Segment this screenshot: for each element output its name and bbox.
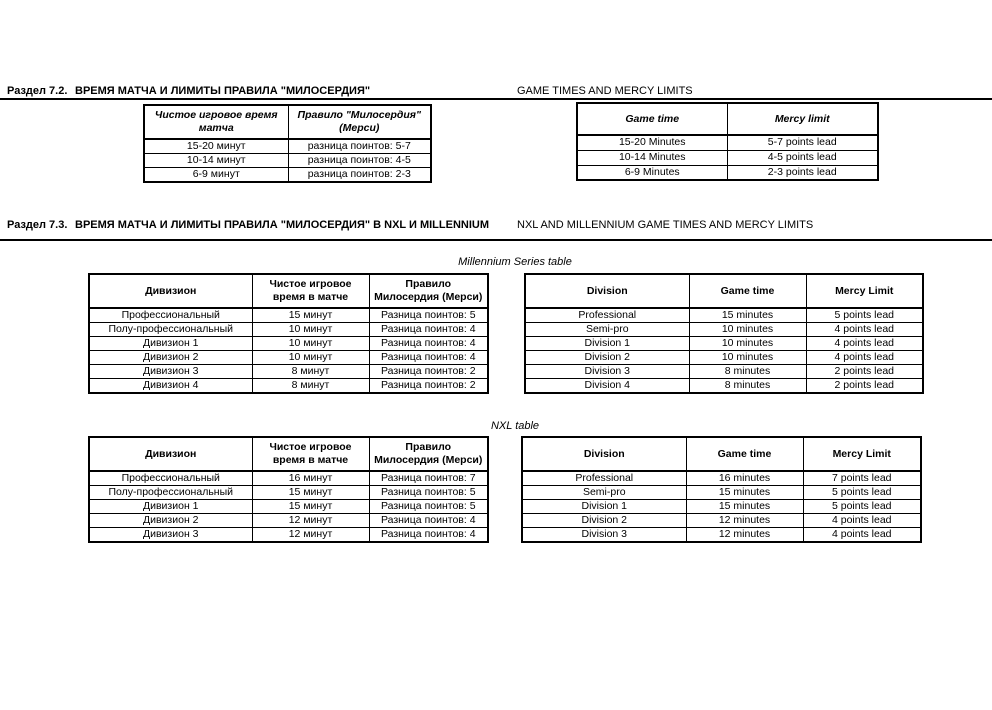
section-7-3-title bbox=[7, 219, 489, 231]
table-row bbox=[525, 323, 923, 337]
nxl-table-en bbox=[521, 436, 922, 543]
table-row bbox=[89, 500, 488, 514]
table-header-row bbox=[525, 274, 923, 308]
cell-division: Division 2 bbox=[522, 514, 686, 528]
cell-mercy: Разница поинтов: 4 bbox=[369, 351, 488, 365]
table-row bbox=[89, 471, 488, 486]
cell-time: 10 минут bbox=[252, 337, 369, 351]
cell-mercy: Разница поинтов: 4 bbox=[369, 323, 488, 337]
table-row bbox=[522, 514, 921, 528]
table-header-row bbox=[144, 105, 431, 139]
cell-time: 10-14 минут bbox=[144, 154, 288, 168]
cell-mercy: разница поинтов: 4-5 bbox=[288, 154, 431, 168]
cell-time: 15 minutes bbox=[689, 308, 806, 323]
section-7-2-title bbox=[7, 85, 370, 97]
cell-mercy: 4-5 points lead bbox=[727, 150, 878, 165]
cell-mercy: Разница поинтов: 5 bbox=[369, 486, 488, 500]
table-row bbox=[522, 486, 921, 500]
cell-time: 8 минут bbox=[252, 365, 369, 379]
table-row bbox=[89, 379, 488, 394]
header-division: Division bbox=[522, 437, 686, 471]
cell-time: 16 минут bbox=[252, 471, 369, 486]
table-row bbox=[144, 168, 431, 183]
cell-time: 10 minutes bbox=[689, 351, 806, 365]
header-mercy-limit: Mercy Limit bbox=[806, 274, 923, 308]
table-header-row bbox=[89, 274, 488, 308]
cell-time: 8 минут bbox=[252, 379, 369, 394]
millennium-caption: Millennium Series table bbox=[458, 256, 572, 268]
table-row bbox=[89, 337, 488, 351]
cell-mercy: 2-3 points lead bbox=[727, 165, 878, 180]
cell-division: Дивизион 1 bbox=[89, 337, 252, 351]
table-row bbox=[577, 150, 878, 165]
cell-time: 10 минут bbox=[252, 323, 369, 337]
cell-mercy: 5-7 points lead bbox=[727, 135, 878, 150]
table-row bbox=[89, 514, 488, 528]
table-row bbox=[89, 308, 488, 323]
mercy-table-ru bbox=[143, 104, 432, 183]
header-game-time: Game time bbox=[686, 437, 803, 471]
header-division: Division bbox=[525, 274, 689, 308]
cell-mercy: Разница поинтов: 4 bbox=[369, 337, 488, 351]
table-row bbox=[89, 365, 488, 379]
cell-mercy: 2 points lead bbox=[806, 365, 923, 379]
cell-division: Division 3 bbox=[525, 365, 689, 379]
cell-division: Дивизион 1 bbox=[89, 500, 252, 514]
nxl-table-ru bbox=[88, 436, 489, 543]
header-mercy-rule: Правило Милосердия (Мерси) bbox=[369, 437, 488, 471]
table-header-row bbox=[89, 437, 488, 471]
table-row bbox=[525, 351, 923, 365]
table-row bbox=[525, 379, 923, 394]
table-row bbox=[144, 139, 431, 154]
section-7-2-number: Раздел 7.2. bbox=[7, 85, 68, 97]
cell-division: Division 4 bbox=[525, 379, 689, 394]
cell-mercy: Разница поинтов: 5 bbox=[369, 500, 488, 514]
cell-mercy: разница поинтов: 5-7 bbox=[288, 139, 431, 154]
cell-division: Полу-профессиональный bbox=[89, 323, 252, 337]
table-row bbox=[577, 135, 878, 150]
cell-time: 10-14 Minutes bbox=[577, 150, 727, 165]
section-7-2-title-ru: ВРЕМЯ МАТЧА И ЛИМИТЫ ПРАВИЛА "МИЛОСЕРДИЯ" bbox=[75, 85, 371, 97]
cell-division: Professional bbox=[522, 471, 686, 486]
table-row bbox=[522, 500, 921, 514]
cell-time: 6-9 минут bbox=[144, 168, 288, 183]
section-7-2-divider bbox=[0, 98, 992, 100]
cell-mercy: Разница поинтов: 7 bbox=[369, 471, 488, 486]
table-row bbox=[525, 365, 923, 379]
cell-division: Дивизион 3 bbox=[89, 365, 252, 379]
header-game-time: Чистое игровое время в матче bbox=[252, 437, 369, 471]
millennium-table-en bbox=[524, 273, 924, 394]
cell-time: 12 минут bbox=[252, 514, 369, 528]
section-7-3-title-en: NXL AND MILLENNIUM GAME TIMES AND MERCY LIMITS bbox=[517, 219, 814, 231]
cell-time: 10 минут bbox=[252, 351, 369, 365]
section-7-3-title-ru: ВРЕМЯ МАТЧА И ЛИМИТЫ ПРАВИЛА "МИЛОСЕРДИЯ" В NXL И MILLENNIUM bbox=[75, 219, 490, 231]
cell-time: 12 минут bbox=[252, 528, 369, 543]
cell-mercy: 4 points lead bbox=[806, 323, 923, 337]
cell-division: Дивизион 2 bbox=[89, 514, 252, 528]
header-division: Дивизион bbox=[89, 274, 252, 308]
cell-mercy: 4 points lead bbox=[806, 337, 923, 351]
table-header-row bbox=[577, 103, 878, 135]
section-7-3-number: Раздел 7.3. bbox=[7, 219, 68, 231]
cell-mercy: Разница поинтов: 4 bbox=[369, 528, 488, 543]
section-7-3-divider bbox=[0, 239, 992, 241]
cell-division: Semi-pro bbox=[525, 323, 689, 337]
cell-division: Semi-pro bbox=[522, 486, 686, 500]
header-game-time: Чистое игровое время в матче bbox=[252, 274, 369, 308]
table-row bbox=[89, 486, 488, 500]
table-row bbox=[89, 323, 488, 337]
header-mercy-limit: Mercy limit bbox=[727, 103, 878, 135]
table-row bbox=[522, 528, 921, 543]
cell-time: 12 minutes bbox=[686, 528, 803, 543]
cell-mercy: разница поинтов: 2-3 bbox=[288, 168, 431, 183]
cell-division: Division 1 bbox=[525, 337, 689, 351]
table-row bbox=[577, 165, 878, 180]
nxl-caption: NXL table bbox=[490, 420, 540, 432]
header-mercy-limit: Mercy Limit bbox=[803, 437, 921, 471]
cell-mercy: 2 points lead bbox=[806, 379, 923, 394]
cell-mercy: 4 points lead bbox=[803, 528, 921, 543]
header-division: Дивизион bbox=[89, 437, 252, 471]
cell-time: 12 minutes bbox=[686, 514, 803, 528]
table-row bbox=[525, 337, 923, 351]
cell-time: 8 minutes bbox=[689, 379, 806, 394]
cell-division: Professional bbox=[525, 308, 689, 323]
cell-division: Полу-профессиональный bbox=[89, 486, 252, 500]
cell-mercy: 5 points lead bbox=[803, 486, 921, 500]
cell-mercy: Разница поинтов: 2 bbox=[369, 379, 488, 394]
header-game-time: Game time bbox=[577, 103, 727, 135]
table-row bbox=[89, 528, 488, 543]
cell-mercy: 7 points lead bbox=[803, 471, 921, 486]
cell-time: 15 минут bbox=[252, 500, 369, 514]
cell-time: 6-9 Minutes bbox=[577, 165, 727, 180]
header-game-time: Чистое игровое время матча bbox=[144, 105, 288, 139]
header-mercy-rule: Правило "Милосердия" (Мерси) bbox=[288, 105, 431, 139]
cell-division: Дивизион 3 bbox=[89, 528, 252, 543]
cell-time: 15 minutes bbox=[686, 500, 803, 514]
table-row bbox=[522, 471, 921, 486]
cell-mercy: Разница поинтов: 2 bbox=[369, 365, 488, 379]
cell-time: 15 минут bbox=[252, 308, 369, 323]
cell-mercy: 5 points lead bbox=[806, 308, 923, 323]
cell-division: Division 3 bbox=[522, 528, 686, 543]
mercy-table-en bbox=[576, 102, 879, 181]
table-header-row bbox=[522, 437, 921, 471]
cell-division: Профессиональный bbox=[89, 471, 252, 486]
cell-time: 10 minutes bbox=[689, 323, 806, 337]
cell-mercy: Разница поинтов: 5 bbox=[369, 308, 488, 323]
cell-mercy: 5 points lead bbox=[803, 500, 921, 514]
header-mercy-rule: Правило Милосердия (Мерси) bbox=[369, 274, 488, 308]
cell-mercy: Разница поинтов: 4 bbox=[369, 514, 488, 528]
cell-time: 15 minutes bbox=[686, 486, 803, 500]
section-7-2-title-en: GAME TIMES AND MERCY LIMITS bbox=[517, 85, 693, 97]
table-row bbox=[525, 308, 923, 323]
cell-mercy: 4 points lead bbox=[806, 351, 923, 365]
cell-division: Профессиональный bbox=[89, 308, 252, 323]
cell-time: 15 минут bbox=[252, 486, 369, 500]
millennium-table-ru bbox=[88, 273, 489, 394]
cell-time: 15-20 минут bbox=[144, 139, 288, 154]
header-game-time: Game time bbox=[689, 274, 806, 308]
cell-time: 10 minutes bbox=[689, 337, 806, 351]
cell-division: Дивизион 2 bbox=[89, 351, 252, 365]
cell-division: Division 2 bbox=[525, 351, 689, 365]
table-row bbox=[144, 154, 431, 168]
cell-time: 15-20 Minutes bbox=[577, 135, 727, 150]
cell-time: 16 minutes bbox=[686, 471, 803, 486]
cell-time: 8 minutes bbox=[689, 365, 806, 379]
cell-mercy: 4 points lead bbox=[803, 514, 921, 528]
table-row bbox=[89, 351, 488, 365]
cell-division: Division 1 bbox=[522, 500, 686, 514]
cell-division: Дивизион 4 bbox=[89, 379, 252, 394]
